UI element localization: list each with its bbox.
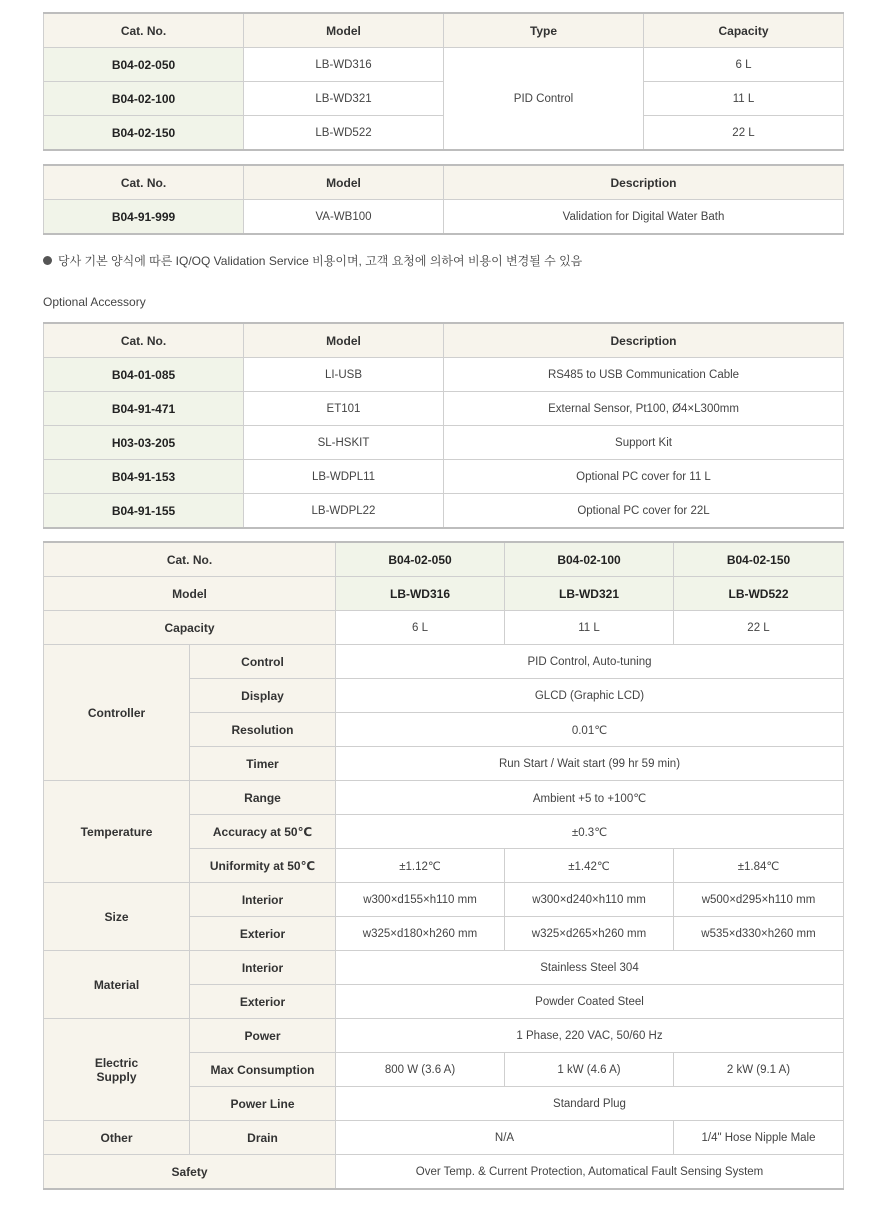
table-row (44, 1155, 844, 1190)
size-interior-value: w300×d240×h110 mm (505, 883, 674, 917)
uniformity-value: ±1.42℃ (505, 849, 674, 883)
drain-value: N/A (336, 1121, 674, 1155)
spec-capacity-cell: 11 L (505, 611, 674, 645)
cat-no-cell: B04-02-150 (44, 116, 244, 151)
table-row (44, 611, 844, 645)
header-capacity: Capacity (644, 13, 844, 48)
size-group-label: Size (44, 883, 190, 951)
size-interior-value: w500×d295×h110 mm (674, 883, 844, 917)
table-row (44, 200, 844, 235)
power-value: 1 Phase, 220 VAC, 50/60 Hz (336, 1019, 844, 1053)
power-line-label: Power Line (190, 1087, 336, 1121)
size-exterior-value: w535×d330×h260 mm (674, 917, 844, 951)
table-row (44, 951, 844, 985)
safety-label: Safety (44, 1155, 336, 1190)
header-description: Description (444, 323, 844, 358)
accuracy-label: Accuracy at 50℃ (190, 815, 336, 849)
control-label: Control (190, 645, 336, 679)
cat-no-cell: B04-02-050 (44, 48, 244, 82)
header-model: Model (244, 165, 444, 200)
uniformity-value: ±1.12℃ (336, 849, 505, 883)
table-row (44, 577, 844, 611)
cat-no-cell: B04-02-100 (44, 82, 244, 116)
spec-table (43, 541, 844, 1190)
type-cell: PID Control (444, 48, 644, 151)
header-description: Description (444, 165, 844, 200)
controller-group-label: Controller (44, 645, 190, 781)
model-cell: VA-WB100 (244, 200, 444, 235)
cat-no-cell: H03-03-205 (44, 426, 244, 460)
validation-table (43, 164, 844, 235)
spec-cat-label: Cat. No. (44, 542, 336, 577)
resolution-label: Resolution (190, 713, 336, 747)
header-cat-no: Cat. No. (44, 165, 244, 200)
uniformity-label: Uniformity at 50℃ (190, 849, 336, 883)
description-cell: RS485 to USB Communication Cable (444, 358, 844, 392)
table-row (44, 392, 844, 426)
model-cell: LB-WD316 (244, 48, 444, 82)
accuracy-value: ±0.3℃ (336, 815, 844, 849)
model-type-table (43, 12, 844, 151)
accessory-table (43, 322, 844, 529)
capacity-cell: 22 L (644, 116, 844, 151)
timer-value: Run Start / Wait start (99 hr 59 min) (336, 747, 844, 781)
model-cell: SL-HSKIT (244, 426, 444, 460)
safety-value: Over Temp. & Current Protection, Automatical Fault Sensing System (336, 1155, 844, 1190)
display-value: GLCD (Graphic LCD) (336, 679, 844, 713)
validation-note (43, 252, 582, 269)
spec-capacity-label: Capacity (44, 611, 336, 645)
description-cell: Optional PC cover for 11 L (444, 460, 844, 494)
bullet-icon (43, 256, 52, 265)
table-row (44, 645, 844, 679)
spec-capacity-cell: 6 L (336, 611, 505, 645)
max-consumption-value: 800 W (3.6 A) (336, 1053, 505, 1087)
table-row (44, 883, 844, 917)
power-line-value: Standard Plug (336, 1087, 844, 1121)
model-cell: LB-WDPL22 (244, 494, 444, 529)
table-row (44, 781, 844, 815)
material-group-label: Material (44, 951, 190, 1019)
size-exterior-value: w325×d180×h260 mm (336, 917, 505, 951)
max-consumption-value: 1 kW (4.6 A) (505, 1053, 674, 1087)
model-cell: LB-WDPL11 (244, 460, 444, 494)
section-title: Optional Accessory (43, 295, 146, 309)
spec-cat-cell: B04-02-150 (674, 542, 844, 577)
display-label: Display (190, 679, 336, 713)
drain-value: 1/4" Hose Nipple Male (674, 1121, 844, 1155)
table-row (44, 48, 844, 82)
material-exterior-value: Powder Coated Steel (336, 985, 844, 1019)
size-interior-label: Interior (190, 883, 336, 917)
table-row (44, 494, 844, 529)
spec-model-cell: LB-WD321 (505, 577, 674, 611)
cat-no-cell: B04-91-155 (44, 494, 244, 529)
resolution-value: 0.01℃ (336, 713, 844, 747)
spec-model-cell: LB-WD522 (674, 577, 844, 611)
cat-no-cell: B04-91-999 (44, 200, 244, 235)
material-interior-value: Stainless Steel 304 (336, 951, 844, 985)
description-cell: Support Kit (444, 426, 844, 460)
size-exterior-label: Exterior (190, 917, 336, 951)
range-label: Range (190, 781, 336, 815)
cat-no-cell: B04-91-471 (44, 392, 244, 426)
spec-cat-cell: B04-02-100 (505, 542, 674, 577)
table-row (44, 426, 844, 460)
control-value: PID Control, Auto-tuning (336, 645, 844, 679)
model-cell: LB-WD321 (244, 82, 444, 116)
description-cell: Optional PC cover for 22L (444, 494, 844, 529)
size-interior-value: w300×d155×h110 mm (336, 883, 505, 917)
table-row (44, 542, 844, 577)
description-cell: Validation for Digital Water Bath (444, 200, 844, 235)
header-cat-no: Cat. No. (44, 323, 244, 358)
power-label: Power (190, 1019, 336, 1053)
max-consumption-value: 2 kW (9.1 A) (674, 1053, 844, 1087)
capacity-cell: 11 L (644, 82, 844, 116)
electric-group-label: Electric Supply (44, 1019, 190, 1121)
other-group-label: Other (44, 1121, 190, 1155)
table-row (44, 1121, 844, 1155)
uniformity-value: ±1.84℃ (674, 849, 844, 883)
model-cell: ET101 (244, 392, 444, 426)
model-cell: LI-USB (244, 358, 444, 392)
table-row (44, 1019, 844, 1053)
header-model: Model (244, 13, 444, 48)
capacity-cell: 6 L (644, 48, 844, 82)
spec-capacity-cell: 22 L (674, 611, 844, 645)
description-cell: External Sensor, Pt100, Ø4×L300mm (444, 392, 844, 426)
note-text: 당사 기본 양식에 따른 IQ/OQ Validation Service 비용이며, 고객 요청에 의하여 비용이 변경될 수 있음 (58, 254, 583, 268)
header-type: Type (444, 13, 644, 48)
table-row (44, 358, 844, 392)
drain-label: Drain (190, 1121, 336, 1155)
max-consumption-label: Max Consumption (190, 1053, 336, 1087)
spec-model-label: Model (44, 577, 336, 611)
model-cell: LB-WD522 (244, 116, 444, 151)
range-value: Ambient +5 to +100℃ (336, 781, 844, 815)
spec-model-cell: LB-WD316 (336, 577, 505, 611)
size-exterior-value: w325×d265×h260 mm (505, 917, 674, 951)
table-row (44, 460, 844, 494)
cat-no-cell: B04-91-153 (44, 460, 244, 494)
temperature-group-label: Temperature (44, 781, 190, 883)
header-model: Model (244, 323, 444, 358)
material-exterior-label: Exterior (190, 985, 336, 1019)
spec-cat-cell: B04-02-050 (336, 542, 505, 577)
cat-no-cell: B04-01-085 (44, 358, 244, 392)
timer-label: Timer (190, 747, 336, 781)
material-interior-label: Interior (190, 951, 336, 985)
header-cat-no: Cat. No. (44, 13, 244, 48)
